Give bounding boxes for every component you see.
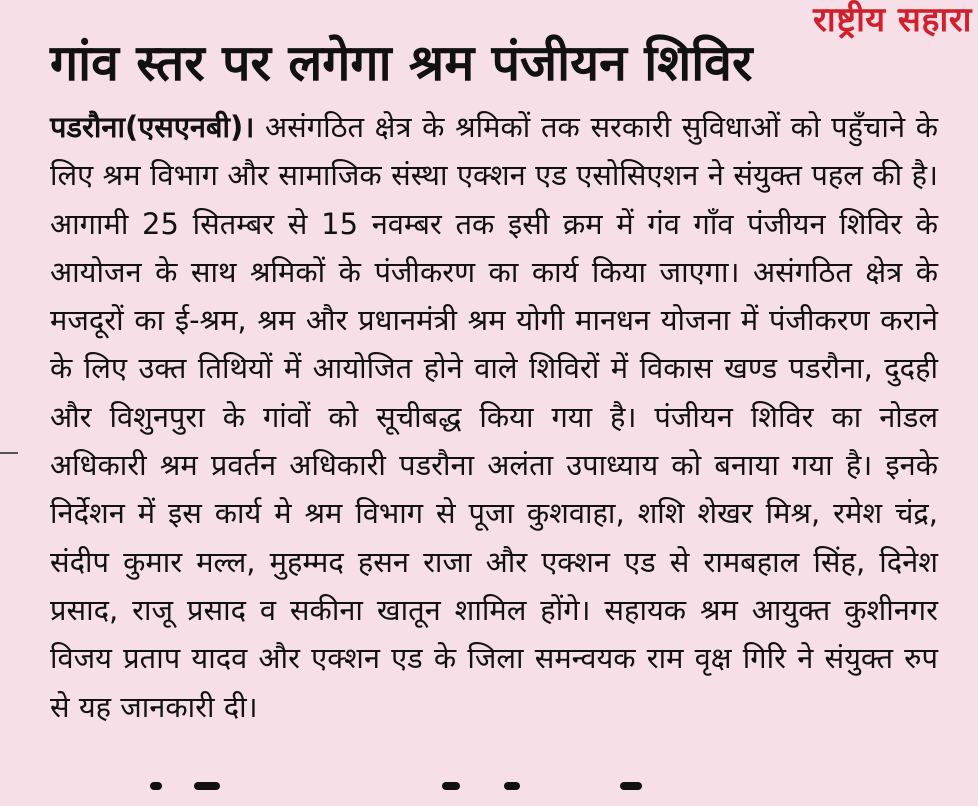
clipped-text-fragment — [10, 0, 570, 12]
newspaper-masthead: राष्ट्रीय सहारा — [813, 0, 972, 40]
headline: गांव स्तर पर लगेगा श्रम पंजीयन शिविर — [50, 34, 753, 92]
next-headline-fragment — [150, 782, 670, 806]
margin-tick — [0, 452, 18, 454]
dateline: पडरौना(एसएनबी)। — [50, 110, 255, 144]
article-text: असंगठित क्षेत्र के श्रमिकों तक सरकारी सुविधाओं को पहुँचाने के लिए श्रम विभाग और सामाजिक संस्था एक्शन एड एसोसिएशन ने संयुक्त पहल की है। आगामी 25 सितम्बर से 15 नवम्बर तक इसी क्रम में गंव गाँव पंजीयन शिविर के आयोजन के साथ श्रमिकों के पंजीकरण का कार्य किया जाएगा। असंगठित क्षेत्र के मजदूरों का ई-श्रम, श्रम और प्रधानमंत्री श्रम योगी मानधन योजना में पंजीकरण कराने के लिए उक्त तिथियों में आयोजित होने वाले शिविरों में विकास खण्ड पडरौना, दुदही और विशुनपुरा के गांवों को सूचीबद्ध किया गया है। पंजीयन शिविर का नोडल अधिकारी श्रम प्रवर्तन अधिकारी पडरौना अलंता उपाध्याय को बनाया गया है। इनके निर्देशन में इस कार्य मे श्रम विभाग से पूजा कुशवाहा, शशि शेखर मिश्र, रमेश चंद्र, संदीप कुमार मल्ल, मुहम्मद हसन राजा और एक्शन एड से रामबहाल सिंह, दिनेश प्रसाद, राजू प्रसाद व सकीना खातून शामिल होंगे। सहायक श्रम आयुक्त कुशीनगर विजय प्रताप यादव और एक्शन एड के जिला समन्वयक राम वृक्ष गिरि ने संयुक्त रुप से यह जानकारी दी। — [50, 110, 938, 724]
article-body — [50, 103, 938, 731]
